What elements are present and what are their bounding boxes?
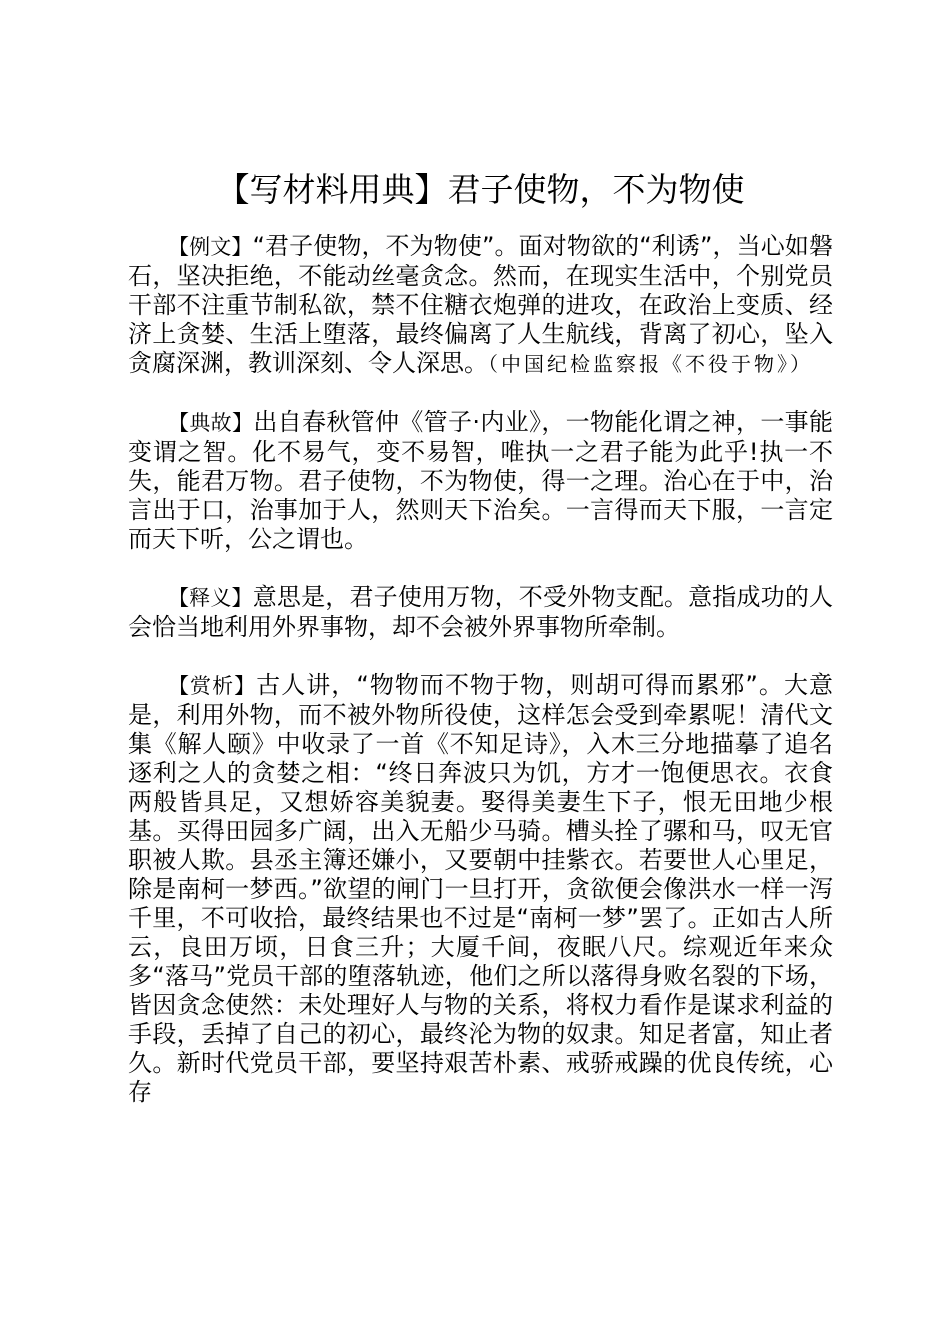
analysis-paragraph [128,671,833,1107]
allusion-paragraph [128,408,833,554]
example-body: “君子使物，不为物使”。面对物欲的“利诱”，当心如磐石，坚决拒绝，不能动丝毫贪念。然而，在现实生活中，个别党员干部不注重节制私欲，禁不住糖衣炮弹的进攻，在政治上变质、经济上贪婪、生活上堕落，最终偏离了人生航线，背离了初心，坠入贪腐深渊，教训深刻、令人深思。 [128,232,834,377]
example-paragraph [128,232,833,379]
document-title: 【写材料用典】君子使物，不为物使 [216,170,745,209]
analysis-label: 【赏析】 [168,674,257,698]
example-source: （中国纪检监察报《不役于物》） [488,352,813,376]
meaning-body: 意思是，君子使用万物，不受外物支配。意指成功的人会恰当地利用外界事物，却不会被外界事物所牵制。 [128,583,834,641]
example-label: 【例文】 [168,235,253,259]
analysis-body: 古人讲，“物物而不物于物，则胡可得而累邪”。大意是，利用外物，而不被外物所役使，这样怎会受到牵累呢！清代文集《解人颐》中收录了一首《不知足诗》，入木三分地描摹了追名逐利之人的贪婪之相：“终日奔波只为饥，方才一饱便思衣。衣食两般皆具足，又想娇容美貌妻。娶得美妻生下子，恨无田地少根基。买得田园多广阔，出入无船少马骑。槽头拴了骡和马，叹无官职被人欺。县丞主簿还嫌小，又要朝中挂紫衣。若要世人心里足，除是南柯一梦西。”欲望的闸门一旦打开，贪欲便会像洪水一样一泻千里，不可收拾，最终结果也不过是“南柯一梦”罢了。正如古人所云，良田万顷，日食三升；大厦千间，夜眠八尺。综观近年来众多“落马”党员干部的堕落轨迹，他们之所以落得身败名裂的下场，皆因贪念使然：未处理好人与物的关系，将权力看作是谋求利益的手段，丢掉了自己的初心，最终沦为物的奴隶。知足者富，知止者久。新时代党员干部，要坚持艰苦朴素、戒骄戒躁的优良传统，心存 [128,671,833,1106]
meaning-paragraph [128,583,833,642]
document-page [128,168,833,1136]
meaning-label: 【释义】 [168,586,253,610]
allusion-label: 【典故】 [168,411,254,435]
allusion-body: 出自春秋管仲《管子·内业》，一物能化谓之神，一事能变谓之智。化不易气，变不易智，唯执一之君子能为此乎!执一不失，能君万物。君子使物，不为物使，得一之理。治心在于中，治言出于口，治事加于人，然则天下治矣。一言得而天下服，一言定而天下听，公之谓也。 [128,408,833,553]
